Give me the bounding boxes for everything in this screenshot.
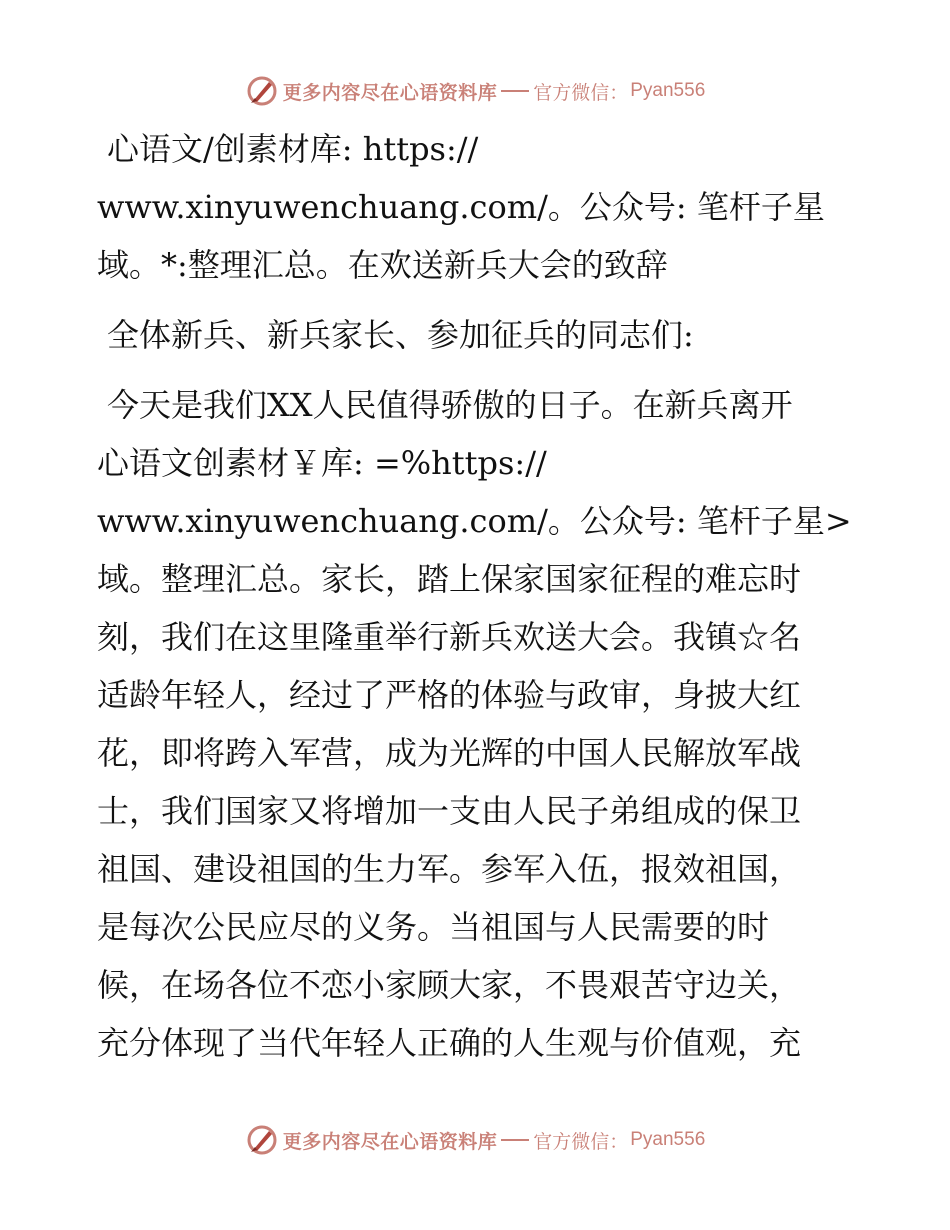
spacer [97,294,857,306]
banner-text: 更多内容尽在心语资料库 [282,1130,498,1153]
paragraph-line: 是每次公民应尽的义务。当祖国与人民需要的时 [97,908,770,946]
paragraph-line: 今天是我们XX人民值得骄傲的日子。在新兵离开 [107,386,793,424]
paragraph-line: 适龄年轻人，经过了严格的体验与政审，身披大红 [97,676,802,714]
paragraph-line: 花，即将跨入军营，成为光辉的中国人民解放军战 [97,734,802,772]
paragraph-line: www.xinyuwenchuang.com/。公众号: 笔杆子星> [97,502,852,540]
banner-dash [501,1139,529,1141]
banner-official-label: 官方微信： [533,81,629,104]
paragraph-line: 充分体现了当代年轻人正确的人生观与价值观，充 [97,1024,802,1062]
document-body [97,120,857,1072]
paragraph-line: 士，我们国家又将增加一支由人民子弟组成的保卫 [97,792,802,830]
paragraph-line: 域。整理汇总。家长，踏上保家国家征程的难忘时 [97,560,802,598]
paragraph-line: 心语文创素材￥库: =%https:// [97,444,547,482]
banner-text: 更多内容尽在心语资料库 [282,81,498,104]
banner-wechat-id: Pyan556 [630,1129,706,1150]
intro-line: www.xinyuwenchuang.com/。公众号: 笔杆子星 [97,188,825,226]
paragraph-line: 刻，我们在这里隆重举行新兵欢送大会。我镇☆名 [97,618,802,656]
banner-dash [501,90,529,92]
quill-logo-icon [245,74,279,108]
quill-logo-icon [245,1123,279,1157]
salutation: 全体新兵、新兵家长、参加征兵的同志们: [107,316,694,354]
banner-wechat-id: Pyan556 [630,80,706,101]
paragraph-line: 候，在场各位不恋小家顾大家，不畏艰苦守边关， [97,966,802,1004]
intro-line: 心语文/创素材库: https:// [107,130,479,168]
header-banner [0,71,950,111]
intro-line: 域。*:整理汇总。在欢送新兵大会的致辞 [97,246,668,284]
footer-banner [0,1120,950,1160]
spacer [97,364,857,376]
paragraph-line: 祖国、建设祖国的生力军。参军入伍，报效祖国， [97,850,802,888]
banner-official-label: 官方微信： [533,1130,629,1153]
